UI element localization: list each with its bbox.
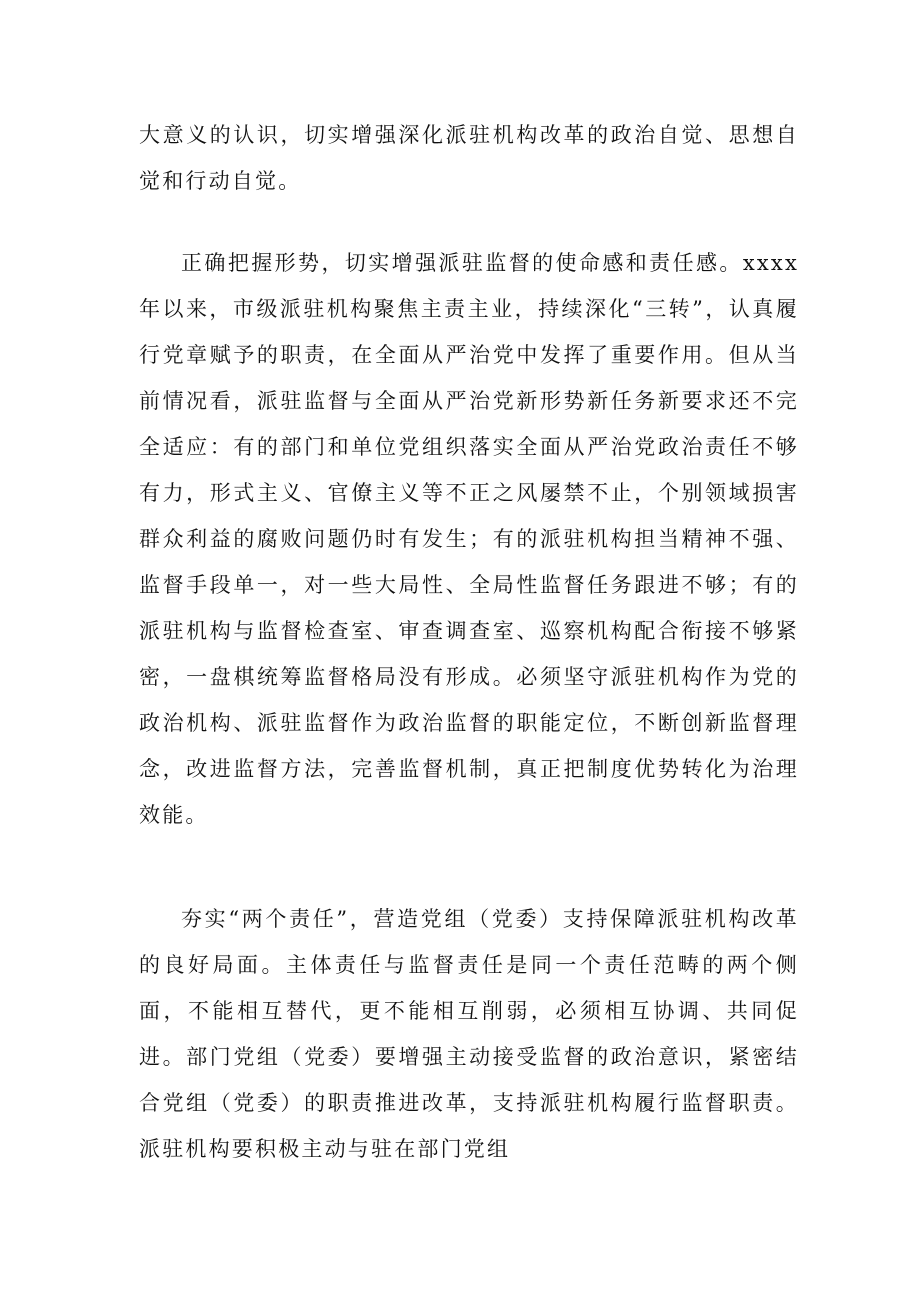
text-block-situation bbox=[139, 240, 799, 838]
paragraph-situation: 正确把握形势，切实增强派驻监督的使命感和责任感。xxxx年以来，市级派驻机构聚焦主责主业，持续深化“三转”，认真履行党章赋予的职责，在全面从严治党中发挥了重要作用。但从当前情况看，派驻监督与全面从严治党新形势新任务新要求还不完全适应：有的部门和单位党组织落实全面从严治党政治责任不够有力，形式主义、官僚主义等不正之风屡禁不止，个别领域损害群众利益的腐败问题仍时有发生；有的派驻机构担当精神不强、监督手段单一，对一些大局性、全局性监督任务跟进不够；有的派驻机构与监督检查室、审查调查室、巡察机构配合衔接不够紧密，一盘棋统筹监督格局没有形成。必须坚守派驻机构作为党的政治机构、派驻监督作为政治监督的职能定位，不断创新监督理念，改进监督方法，完善监督机制，真正把制度优势转化为治理效能。 bbox=[139, 251, 799, 827]
paragraph-continuation: 大意义的认识，切实增强深化派驻机构改革的政治自觉、思想自觉和行动自觉。 bbox=[139, 123, 799, 193]
paragraph-responsibilities: 夯实“两个责任”，营造党组（党委）支持保障派驻机构改革的良好局面。主体责任与监督责任是同一个责任范畴的两个侧面，不能相互替代，更不能相互削弱，必须相互协调、共同促进。部门党组（党委）要增强主动接受监督的政治意识，紧密结合党组（党委）的职责推进改革，支持派驻机构履行监督职责。派驻机构要积极主动与驻在部门党组 bbox=[139, 907, 799, 1161]
text-block-continuation bbox=[139, 112, 799, 204]
text-block-responsibilities bbox=[139, 896, 799, 1172]
